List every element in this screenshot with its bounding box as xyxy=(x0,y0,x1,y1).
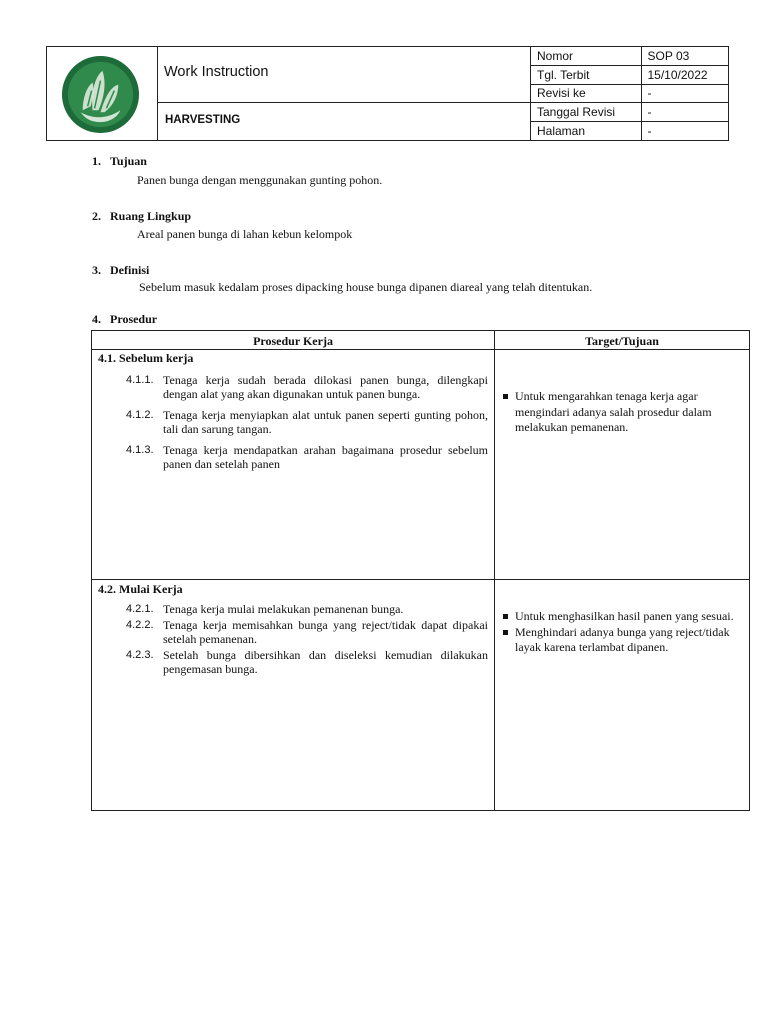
section-number: 4. xyxy=(92,312,101,326)
meta-row xyxy=(531,47,728,66)
section-number: 1. xyxy=(92,154,101,168)
meta-key: Revisi ke xyxy=(531,84,641,103)
item-text: Tenaga kerja mendapatkan arahan bagaimana prosedur sebelum panen dan setelah panen xyxy=(163,443,488,471)
section-title: Tujuan xyxy=(110,154,147,168)
section-number: 3. xyxy=(92,263,101,277)
meta-row xyxy=(531,84,728,103)
target-list xyxy=(502,389,748,436)
item-number: 4.2.2. xyxy=(126,619,154,631)
column-header-prosedur-kerja: Prosedur Kerja xyxy=(253,334,333,348)
section-title: Definisi xyxy=(110,263,150,277)
meta-key: Tgl. Terbit xyxy=(531,66,641,85)
procedure-item xyxy=(126,603,488,617)
document-meta-table xyxy=(531,47,728,140)
item-number: 4.1.3. xyxy=(126,444,154,456)
procedure-item xyxy=(126,444,488,471)
item-number: 4.1.1. xyxy=(126,374,154,386)
section-number: 2. xyxy=(92,209,101,223)
item-text: Tenaga kerja mulai melakukan pemanenan bunga. xyxy=(163,602,404,616)
item-text: Tenaga kerja sudah berada dilokasi panen bunga, dilengkapi dengan alat yang akan digunakan untuk panen bunga. xyxy=(163,373,488,401)
meta-value: SOP 03 xyxy=(641,47,728,66)
meta-key: Nomor xyxy=(531,47,641,66)
section-body-ruang-lingkup: Areal panen bunga di lahan kebun kelompok xyxy=(137,227,353,241)
procedure-item xyxy=(126,619,488,646)
section-heading-prosedur xyxy=(92,312,157,327)
item-number: 4.2.1. xyxy=(126,603,154,615)
procedure-item xyxy=(126,409,488,436)
meta-key: Halaman xyxy=(531,121,641,140)
subtitle-cell xyxy=(157,103,531,140)
group-title: 4.1. Sebelum kerja xyxy=(98,351,194,365)
meta-value: - xyxy=(647,123,652,138)
section-heading-definisi xyxy=(92,263,149,278)
title-cell xyxy=(157,47,531,103)
item-text: Setelah bunga dibersihkan dan diseleksi kemudian dilakukan pengemasan bunga. xyxy=(163,648,488,676)
procedure-table xyxy=(91,330,750,811)
target-item: Untuk mengarahkan tenaga kerja agar mengindari adanya salah prosedur dalam melakukan pemanenan. xyxy=(502,389,748,436)
section-heading-ruang-lingkup xyxy=(92,209,191,224)
section-title: Ruang Lingkup xyxy=(110,209,192,223)
meta-value: - xyxy=(641,84,728,103)
logo-cell xyxy=(47,47,158,140)
group-divider xyxy=(92,579,749,580)
document-subtitle: HARVESTING xyxy=(165,114,241,126)
meta-value: 15/10/2022 xyxy=(641,66,728,85)
section-title: Prosedur xyxy=(110,312,158,326)
meta-row xyxy=(531,121,728,140)
document-header xyxy=(46,46,729,141)
item-text: Tenaga kerja memisahkan bunga yang reject/tidak dapat dipakai setelah pemanenan. xyxy=(163,618,488,646)
leaf-hand-logo-icon xyxy=(61,55,140,134)
target-item: Menghindari adanya bunga yang reject/tidak layak karena terlambat dipanen. xyxy=(502,625,748,656)
header-divider xyxy=(92,349,749,350)
section-body-tujuan: Panen bunga dengan menggunakan gunting pohon. xyxy=(137,173,383,187)
item-text: Tenaga kerja menyiapkan alat untuk panen seperti gunting pohon, tali dan sarung tangan. xyxy=(163,408,488,436)
meta-value: - xyxy=(641,103,728,122)
meta-row xyxy=(531,66,728,85)
column-header-target-tujuan: Target/Tujuan xyxy=(585,334,659,348)
column-divider xyxy=(494,331,495,810)
item-number: 4.1.2. xyxy=(126,409,154,421)
section-heading-tujuan xyxy=(92,154,147,169)
meta-key: Tanggal Revisi xyxy=(531,103,641,122)
target-item: Untuk menghasilkan hasil panen yang sesuai. xyxy=(502,609,748,625)
section-body-definisi: Sebelum masuk kedalam proses dipacking house bunga dipanen diareal yang telah ditentukan. xyxy=(139,280,593,294)
procedure-item xyxy=(126,649,488,676)
target-list xyxy=(502,609,748,656)
procedure-item xyxy=(126,374,488,401)
meta-row xyxy=(531,103,728,122)
document-title: Work Instruction xyxy=(164,64,269,80)
group-title: 4.2. Mulai Kerja xyxy=(98,582,183,596)
item-number: 4.2.3. xyxy=(126,649,154,661)
